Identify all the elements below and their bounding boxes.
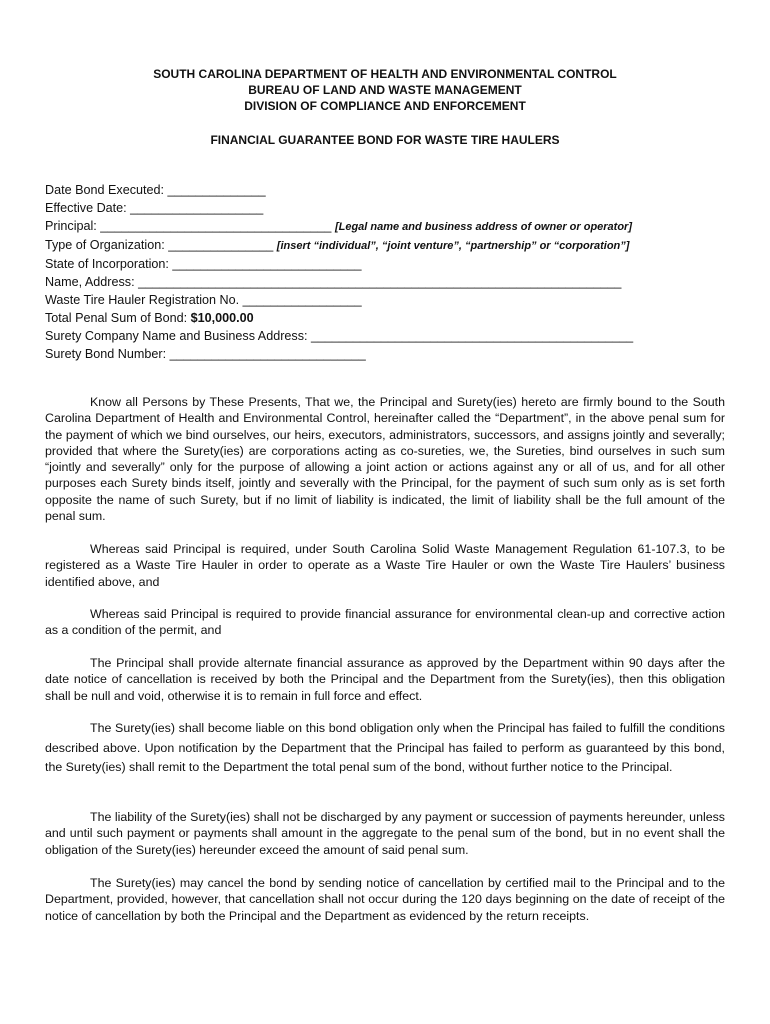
- principal-field: [45, 217, 735, 236]
- document-title: FINANCIAL GUARANTEE BOND FOR WASTE TIRE HAULERS: [210, 133, 560, 147]
- principal-label: Principal: _________________________________: [45, 219, 332, 233]
- paragraph-cancellation: The Surety(ies) may cancel the bond by sending notice of cancellation by certified mail to the Principal and to the Department, provided, however, that cancellation shall not occur during the 120 days beginning on the date of receipt of the notice of cancellation by both the Principal and the Department as evidenced by the return receipts.: [45, 876, 725, 923]
- organization-type-label: Type of Organization: _______________: [45, 238, 274, 252]
- paragraph-liability: The liability of the Surety(ies) shall not be discharged by any payment or succession of payments hereunder, unless and until such payment or payments shall amount in the aggregate to the penal sum of the bond, but in no event shall the obligation of the Surety(ies) hereunder exceed the amount of said penal sum.: [45, 810, 725, 857]
- state-incorporation-field: State of Incorporation: ___________________________: [45, 257, 362, 271]
- paragraph-surety-liable: The Surety(ies) shall become liable on this bond obligation only when the Principal has failed to fulfill the conditions described above. Upon notification by the Department that the Principal has failed to perform as guaranteed by this bond, the Surety(ies) shall remit to the Department the total penal sum of the bond, without further notice to the Principal.: [45, 721, 725, 774]
- bond-fields: [45, 181, 735, 363]
- organization-type-field: [45, 236, 735, 255]
- name-address-field: Name, Address: _____________________________________________________________________: [45, 275, 622, 289]
- organization-type-note: [insert “individual”, “joint venture”, “partnership” or “corporation”]: [276, 240, 630, 252]
- registration-number-field: Waste Tire Hauler Registration No. _________________: [45, 293, 362, 307]
- paragraph-alternate-assurance: The Principal shall provide alternate financial assurance as approved by the Department within 90 days after the date notice of cancellation is received by both the Principal and the Department from the Surety(ies), then this obligation shall be null and void, otherwise it is to remain in full force and effect.: [45, 656, 725, 703]
- paragraph-whereas-registration: Whereas said Principal is required, under South Carolina Solid Waste Management Regulation 61-107.3, to be registered as a Waste Tire Hauler in order to operate as a Waste Tire Hauler or own the Waste Tire Haulers’ business identified above, and: [45, 542, 725, 589]
- surety-company-field: Surety Company Name and Business Address: ______________________________________________: [45, 329, 634, 343]
- penal-sum-label: Total Penal Sum of Bond:: [45, 311, 191, 325]
- agency-name: SOUTH CAROLINA DEPARTMENT OF HEALTH AND ENVIRONMENTAL CONTROL: [153, 67, 617, 81]
- principal-note: [Legal name and business address of owner or operator]: [334, 221, 633, 233]
- penal-sum-value: $10,000.00: [190, 311, 254, 325]
- paragraph-know-all-persons: Know all Persons by These Presents, That we, the Principal and Surety(ies) hereto are firmly bound to the South Carolina Department of Health and Environmental Control, hereinafter called the “Department”, in the above penal sum for the payment of which we bind ourselves, our heirs, executors, administrators, successors, and assigns jointly and severally; provided that where the Surety(ies) are corporations acting as co-sureties, we, the Sureties, bind ourselves in such sum “jointly and severally” only for the purpose of allowing a joint action or actions against any or all of us, and for all other purposes each Surety binds itself, jointly and severally with the Principal, for the payment of such sum only as is set forth opposite the name of such Surety, but if no limit of liability is indicated, the limit of liability shall be the full amount of the penal sum.: [45, 395, 725, 524]
- surety-bond-number-field: Surety Bond Number: ____________________________: [45, 347, 366, 361]
- paragraph-whereas-assurance: Whereas said Principal is required to provide financial assurance for environmental clean-up and corrective action as a condition of the permit, and: [45, 607, 725, 638]
- date-executed-field: Date Bond Executed: ______________: [45, 183, 266, 197]
- penal-sum-field: [45, 309, 735, 327]
- division-name: DIVISION OF COMPLIANCE AND ENFORCEMENT: [244, 99, 526, 113]
- bureau-name: BUREAU OF LAND AND WASTE MANAGEMENT: [248, 83, 522, 97]
- effective-date-field: Effective Date: ___________________: [45, 201, 264, 215]
